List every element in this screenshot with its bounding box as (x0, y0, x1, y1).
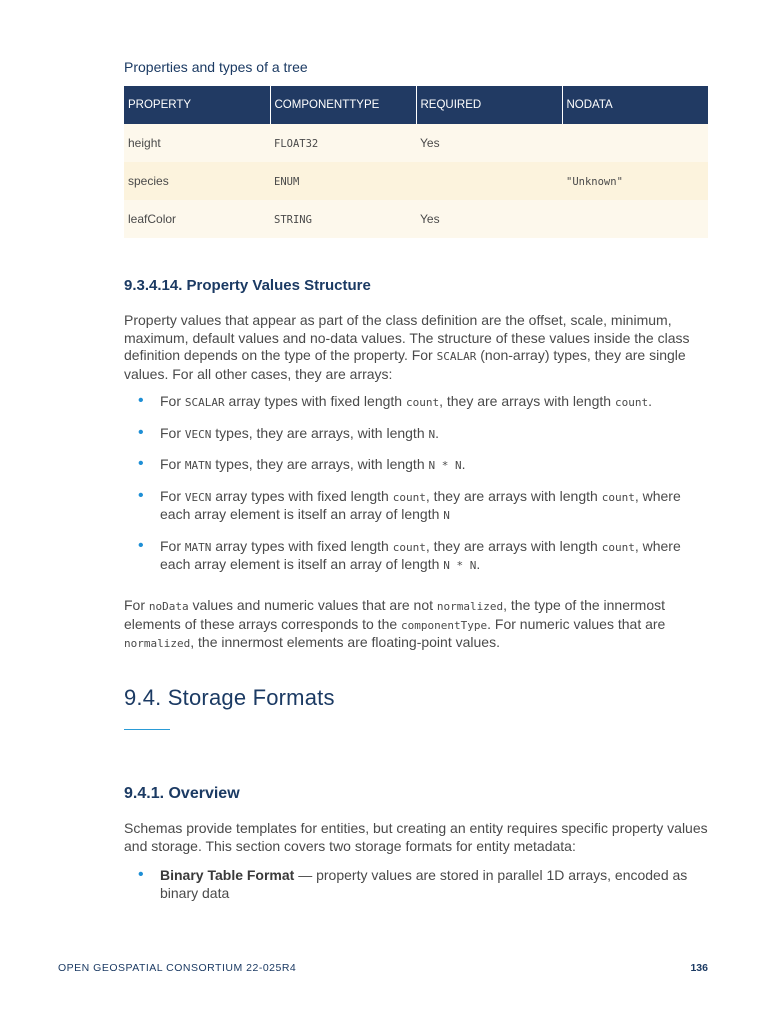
cell-componenttype: STRING (270, 200, 416, 238)
bullet-icon: • (138, 866, 144, 883)
properties-table (124, 86, 708, 238)
bullet-list-storage-formats (124, 867, 708, 902)
column-header: PROPERTY (124, 86, 270, 124)
list-item: • For VECN types, they are arrays, with length N. (138, 423, 440, 441)
cell-property: leafColor (124, 200, 270, 238)
bullet-icon: • (138, 455, 144, 472)
section-divider (124, 729, 170, 730)
paragraph-overview: Schemas provide templates for entities, but creating an entity requires specific property values and storage. This section covers two storage formats for entity metadata: (124, 820, 708, 854)
cell-nodata (562, 124, 708, 162)
cell-required (416, 162, 562, 200)
cell-nodata (562, 200, 708, 238)
table-row (124, 162, 708, 200)
list-item: • For MATN array types with fixed length count, they are arrays with length count, where each array element is itself an array of length N * N. (138, 536, 681, 572)
paragraph-property-values: Property values that appear as part of the class definition are the offset, scale, minimum, maximum, default values and no-data values. The structure of these values inside the class definition depends on the type of the property. For SCALAR (non-array) types, they are single values. For all other cases, they are arrays: (124, 312, 690, 382)
cell-required: Yes (416, 124, 562, 162)
list-item: • For MATN types, they are arrays, with length N * N. (138, 455, 466, 472)
column-header: REQUIRED (416, 86, 562, 124)
list-item: • For VECN array types with fixed length count, they are arrays with length count, where each array element is itself an array of length N (138, 486, 681, 522)
column-header: NODATA (562, 86, 708, 124)
table-header-row (124, 86, 708, 124)
footer-doc-id: 22-025R4 (246, 962, 297, 974)
list-item: • Binary Table Format — property values are stored in parallel 1D arrays, encoded as binary data (138, 866, 688, 901)
bullet-list-array-types (124, 393, 708, 588)
page-number: 136 (690, 962, 708, 974)
paragraph-nodata-values: For noData values and numeric values that are not normalized, the type of the innermost elements of these arrays corresponds to the componentType. For numeric values that are normalized, the innermost elements are floating-point values. (124, 597, 666, 650)
table-row (124, 124, 708, 162)
cell-componenttype: ENUM (270, 162, 416, 200)
section-heading-9-3-4-14: 9.3.4.14. Property Values Structure (124, 277, 371, 294)
bullet-icon: • (138, 536, 144, 554)
column-header: COMPONENTTYPE (270, 86, 416, 124)
table-row (124, 200, 708, 238)
footer-organization: OPEN GEOSPATIAL CONSORTIUM 22-025R4 (58, 962, 297, 974)
cell-componenttype: FLOAT32 (270, 124, 416, 162)
format-name: Binary Table Format (160, 867, 295, 883)
section-heading-9-4: 9.4. Storage Formats (124, 685, 335, 710)
bullet-icon: • (138, 423, 144, 441)
cell-property: species (124, 162, 270, 200)
bullet-icon: • (138, 486, 144, 504)
section-heading-9-4-1: 9.4.1. Overview (124, 785, 240, 802)
list-item: • For SCALAR array types with fixed length count, they are arrays with length count. (138, 392, 652, 409)
cell-property: height (124, 124, 270, 162)
table-caption: Properties and types of a tree (124, 59, 308, 75)
cell-nodata: "Unknown" (562, 162, 708, 200)
bullet-icon: • (138, 392, 144, 409)
cell-required: Yes (416, 200, 562, 238)
